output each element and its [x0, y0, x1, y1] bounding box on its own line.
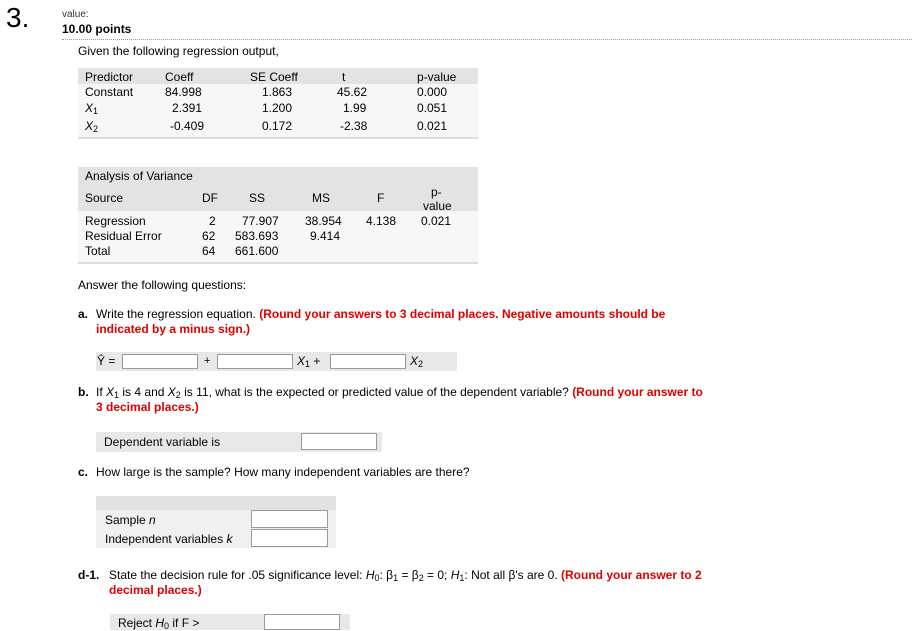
anova-header-ms: MS	[312, 191, 330, 205]
part-c-question: How large is the sample? How many independent variables are there?	[96, 465, 470, 479]
sample-n-label: Sample n	[105, 513, 156, 527]
part-a-instruction: (Round your answers to 3 decimal places. Negative amounts should be indicated by a minus sign.)	[96, 307, 666, 336]
anova-header-p1: p-	[431, 185, 442, 199]
p-constant: 0.000	[417, 85, 448, 99]
part-d1-question: State the decision rule for .05 significance level: $H_0$: $\beta_1 = \beta_2 = 0$; $H_1$: Not all β's are 0. (Round your answer to 2 decimal places.)	[109, 568, 702, 597]
col-header-coeff: Coeff	[165, 70, 194, 84]
anova-df-residual: 62	[202, 229, 216, 243]
anova-p-regression: 0.021	[421, 214, 452, 228]
part-d1-instruction: (Round your answer to 2 decimal places.)	[109, 568, 702, 597]
points-value: 10.00 points	[62, 22, 132, 36]
answer-intro: Answer the following questions:	[78, 278, 247, 292]
p-x1: 0.051	[417, 101, 448, 115]
predictor-x1: $X_1$	[85, 101, 99, 116]
t-x1: 1.99	[343, 101, 367, 115]
anova-source-regression: Regression	[85, 214, 146, 228]
part-c-label: c.	[78, 465, 89, 479]
se-constant: 1.863	[262, 85, 293, 99]
anova-header-band	[78, 184, 478, 211]
t-constant: 45.62	[337, 85, 368, 99]
independent-variables-label: Independent variables k	[105, 532, 233, 546]
part-b-instruction: (Round your answer to 3 decimal places.)	[96, 385, 703, 414]
col-header-t: t	[342, 70, 346, 84]
plus-sign-1: +	[204, 355, 211, 367]
anova-source-residual: Residual Error	[85, 229, 162, 243]
header-divider	[62, 39, 912, 40]
part-b-question: If $X_1$ is 4 and $X_2$ is 11, what is the expected or predicted value of the dependent variable? (Round your answer to 3 decimal places.)	[96, 385, 703, 414]
col-header-predictor: Predictor	[85, 70, 134, 84]
t-x2: -2.38	[340, 119, 368, 133]
x1-coefficient-input[interactable]	[217, 354, 293, 369]
anova-header-ss: SS	[249, 191, 266, 205]
regression-table	[78, 68, 478, 139]
anova-ss-total: 661.600	[235, 244, 279, 258]
predictor-x2: $X_2$	[85, 119, 99, 134]
sample-n-input[interactable]	[251, 510, 328, 528]
anova-f-regression: 4.138	[366, 214, 397, 228]
col-header-p-value: p-value	[417, 70, 457, 84]
anova-header-p2: value	[423, 199, 452, 213]
intercept-input[interactable]	[122, 354, 198, 369]
coeff-x2: -0.409	[170, 119, 205, 133]
part-d1-label: d-1.	[78, 568, 100, 582]
anova-table	[78, 167, 478, 264]
part-a-text: Write the regression equation.	[96, 307, 256, 321]
sample-box-header	[96, 496, 336, 510]
p-x2: 0.021	[417, 119, 448, 133]
reject-rule-label: Reject $H_0$ if F >	[118, 616, 200, 631]
anova-title: Analysis of Variance	[85, 169, 193, 183]
value-label: value:	[62, 9, 89, 20]
anova-header-source: Source	[85, 191, 124, 205]
regression-equation-row	[96, 352, 457, 371]
anova-ms-residual: 9.414	[310, 229, 341, 243]
dependent-variable-label: Dependent variable is	[104, 435, 221, 449]
part-b-label: b.	[78, 385, 89, 399]
anova-header-f: F	[377, 191, 385, 205]
reject-rule-row	[110, 614, 350, 630]
f-critical-input[interactable]	[264, 614, 340, 630]
question-number: 3.	[6, 2, 30, 33]
coeff-x1: 2.391	[172, 101, 203, 115]
anova-df-total: 64	[202, 244, 216, 258]
x1-term-label: $X_1$ +	[297, 354, 321, 369]
part-a-label: a.	[78, 307, 89, 321]
anova-ss-residual: 583.693	[235, 229, 279, 243]
coeff-constant: 84.998	[165, 85, 202, 99]
x2-term-label: $X_2$	[410, 354, 424, 369]
se-x1: 1.200	[262, 101, 293, 115]
anova-ss-regression: 77.907	[242, 214, 279, 228]
question-intro: Given the following regression output,	[78, 44, 279, 58]
independent-variables-input[interactable]	[251, 529, 328, 547]
anova-df-regression: 2	[209, 214, 216, 228]
x2-coefficient-input[interactable]	[330, 354, 406, 369]
col-header-se-coeff: SE Coeff	[250, 70, 298, 84]
part-a-question	[96, 307, 706, 337]
se-x2: 0.172	[262, 119, 293, 133]
dependent-variable-row	[96, 432, 382, 452]
anova-ms-regression: 38.954	[305, 214, 342, 228]
yhat-label: Ŷ =	[97, 354, 116, 368]
anova-source-total: Total	[85, 244, 111, 258]
predictor-constant: Constant	[85, 85, 134, 99]
dependent-variable-input[interactable]	[301, 433, 377, 450]
anova-header-df: DF	[202, 191, 218, 205]
